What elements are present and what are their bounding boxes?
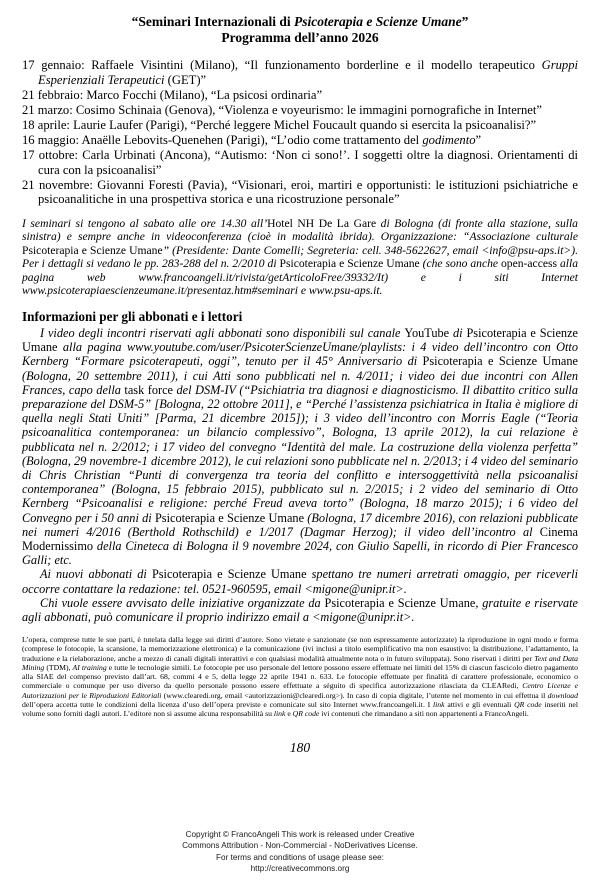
seminar-date: 21 novembre: bbox=[22, 177, 98, 192]
seminar-emphasis: godimento bbox=[422, 132, 476, 147]
list-item bbox=[22, 88, 578, 103]
fineprint-text-1: L’opera, comprese tutte le sue parti, è tutelata dalla legge sui diritti d’autore. Sono vietate e sanzionate (se non espressamente autorizzate) la riproduzione in ogni modo e forma (comprese le fotocopie, la scansione, la memorizzazione elettronica) e la comunicazione (ivi inclusi a titolo esemplificativo ma non esaustivo: la distribuzione, l’adattamento, la traduzione e la rielaborazione, anche a mezzo di canali digitali interattivi e con qualsiasi modalità attualmente nota o in futuro sviluppata). Sono riservati i diritti per bbox=[22, 635, 578, 663]
paragraph-videos bbox=[22, 326, 578, 567]
videos-journal-name-3: Psicoterapia e Scienze Umane bbox=[154, 510, 305, 525]
seminar-text: Carla Urbinati (Ancona), “Autismo: ‘Non ci sono!’. I soggetti oltre la diagnosi. Orientamenti di cura con la psicoanalisi” bbox=[38, 148, 579, 177]
list-item bbox=[22, 103, 578, 118]
title-prefix: “Seminari Internazionali di bbox=[131, 14, 295, 29]
seminar-tail: ” bbox=[475, 132, 482, 147]
footer-line-1: Copyright © FrancoAngeli This work is released under Creative bbox=[185, 830, 415, 840]
fineprint-clearedi-name: Centro Licenze e Autorizzazioni per le Riproduzioni Editoriali bbox=[22, 681, 579, 700]
seminar-text: Giovanni Foresti (Pavia), “Visionari, eroi, martiri e opportunisti: le istituzioni psichiatriche e psicoanalitiche in una prospettiva storica e una ricostruzione personale” bbox=[38, 177, 578, 207]
fineprint-qr-code-term-2: QR code bbox=[292, 709, 320, 719]
videos-journal-name-2: Psicoterapia e Scienze Umane bbox=[422, 354, 578, 369]
seminar-text: Anaëlle Lebovits-Quenehen (Parigi), “L’odio come trattamento del bbox=[81, 132, 423, 147]
footer-line-4: http://creativecommons.org bbox=[250, 863, 350, 873]
videos-part-3: alla pagina www.youtube.com/user/PsicoterScienzeUmane/playlists: i 4 video dell’incontro con Otto Kernberg “Formare psicoterapeuti, oggi”, tenuto per il 45° Anniversario di bbox=[22, 340, 578, 369]
venue-part-2: di Bologna (di fronte alla stazione, sulla sinistra) e sempre anche in videoconferenza (cioè in modalità ibrida). Organizzazione: “Associazione culturale bbox=[22, 216, 578, 244]
title-journal-name: Psicoterapia e Scienze Umane bbox=[294, 14, 462, 29]
page-number: 180 bbox=[289, 740, 311, 756]
venue-open-access: open-access bbox=[501, 257, 558, 271]
videos-cinema-name: Cinema Modernissimo bbox=[22, 524, 578, 554]
videos-part-5: del DSM-IV (“Psichiatria tra diagnosi e diagnosticismo. Il dibattito critico sulla preparazione del DSM-5” [Bologna, 22 ottobre 2011], e “Perché l’assistenza psichiatrica in Italia è migliore di quella negli Stati Uniti” [Parma, 21 dicembre 2015]); i 3 video dell’incontro con Morris Eagle (“Teoria psicoanalitica contemporanea: un bilancio complessivo”, Bologna, 13 aprile 2012), la cui relazione è pubblicata nel n. 2/2012; i 17 video del convegno “Identità del male. La costruzione della violenza perfetta” (Bologna, 29 novembre-1 dicembre 2012), le cui relazioni sono pubblicate nel n. 2/2013; i 4 video del seminario di Chris Christian “Punti di convergenza tra teoria del conflitto e intersoggettività nella psicoanalisi contemporanea” (Bologna, 15 febbraio 2015), pubblicato sul n. 2/2015; i 2 video del seminario di Otto Kernberg “Psicoanalisi e religione: perché Freud aveva torto” (Bologna, 18 marzo 2015); i 6 video del Convegno per i 50 anni di bbox=[22, 382, 578, 525]
title-suffix: ” bbox=[461, 14, 469, 29]
section-heading-informazioni: Informazioni per gli abbonati e i lettori bbox=[22, 308, 243, 324]
fineprint-ai-training-term: AI training bbox=[72, 662, 107, 672]
videos-part-7: della Cineteca di Bologna il 9 novembre 2024, con Giulio Sapelli, in ricordo di Pier Francesco Galli; etc. bbox=[22, 539, 578, 568]
license-footer bbox=[0, 829, 600, 874]
list-item bbox=[22, 178, 578, 207]
list-item bbox=[22, 118, 578, 133]
page-title bbox=[22, 0, 578, 46]
videos-part-1: I video degli incontri riservati agli abbonati sono disponibili sul canale bbox=[40, 325, 405, 340]
footer-line-2: Commons Attribution - Non-Commercial - NoDerivatives License. bbox=[182, 841, 418, 851]
seminar-date: 21 febbraio: bbox=[22, 87, 87, 102]
seminar-text: Laurie Laufer (Parigi), “Perché leggere Michel Foucault quando si esercita la psicoanalisi?” bbox=[73, 117, 537, 132]
fineprint-link-term-2: link bbox=[273, 709, 286, 719]
videos-part-6: (Bologna, 17 dicembre 2016), con relazioni pubblicate nei numeri 4/2016 (Berthold Rothschild) e 1/2017 (Dagmar Herzog); il video dell’incontro al bbox=[22, 510, 578, 539]
videos-youtube: YouTube bbox=[404, 325, 450, 340]
list-item bbox=[22, 58, 578, 87]
seminar-date: 17 gennaio: bbox=[22, 58, 92, 72]
seminar-date: 16 maggio: bbox=[22, 132, 82, 147]
subscribers-part-2: spettano tre numeri arretrati omaggio, per riceverli occorre contattare la redazione: tel. 0521-960595, email <migone@unipr.it>. bbox=[22, 567, 578, 596]
videos-part-2: di bbox=[449, 325, 467, 340]
venue-part-4: (che sono anche bbox=[419, 257, 501, 271]
title-line-2: Programma dell’anno 2026 bbox=[221, 30, 379, 45]
list-item bbox=[22, 133, 578, 148]
venue-hotel-name: Hotel NH De La Gare bbox=[267, 216, 377, 230]
seminar-date: 18 aprile: bbox=[22, 117, 74, 132]
fineprint-tdm-term: Text and Data Mining bbox=[22, 653, 578, 672]
footer-line-3: For terms and conditions of usage please see: bbox=[216, 852, 384, 862]
seminar-date: 17 ottobre: bbox=[22, 148, 83, 163]
fineprint-text-2: (TDM), bbox=[44, 662, 73, 672]
seminar-list bbox=[22, 58, 578, 207]
paragraph-notices bbox=[22, 596, 578, 624]
fineprint-text-7: inseriti nel volume sono forniti dagli autori. L’editore non si assume alcuna responsabilità su bbox=[22, 699, 578, 719]
videos-part-4: (Bologna, 20 settembre 2011), i cui Atti sono pubblicati nel n. 4/2011; i video dei due incontri con Allen Frances, capo della bbox=[22, 368, 578, 397]
fineprint-text-4: (www.clearedi.org, email <autorizzazioni@clearedi.org>). In caso di copia digitale, l’utente nel momento in cui effettua il bbox=[161, 690, 548, 700]
fineprint-text-8: e bbox=[285, 709, 293, 719]
notices-part-1: Chi vuole essere avvisato delle iniziative organizzate da bbox=[40, 595, 325, 610]
videos-journal-name: Psicoterapia e Scienze Umane bbox=[22, 325, 578, 355]
subscribers-part-1: Ai nuovi abbonati di bbox=[40, 567, 152, 582]
venue-journal-name: Psicoterapia e Scienze Umane bbox=[22, 243, 163, 257]
venue-part-1: I seminari si tengono al sabato alle ore 14.30 all’ bbox=[22, 216, 268, 230]
fineprint-text-6: attivi e gli eventuali bbox=[444, 699, 515, 709]
notices-part-2: , gratuite e riservate agli abbonati, può comunicare il proprio indirizzo email a <migone@unipr.it>. bbox=[22, 595, 578, 625]
seminar-tail: (GET)” bbox=[164, 72, 207, 87]
venue-journal-name-2: Psicoterapia e Scienze Umane bbox=[279, 257, 420, 271]
subscribers-journal-name: Psicoterapia e Scienze Umane bbox=[151, 567, 307, 582]
seminar-text: Cosimo Schinaia (Genova), “Violenza e voyeurismo: le immagini pornografiche in Internet” bbox=[75, 102, 542, 117]
copyright-fineprint bbox=[22, 635, 578, 718]
title-line-1 bbox=[22, 14, 578, 30]
seminar-date: 21 marzo: bbox=[22, 102, 76, 117]
fineprint-link-term: link bbox=[433, 699, 445, 709]
notices-journal-name: Psicoterapia e Scienze Umane bbox=[324, 595, 476, 610]
venue-part-5: alla pagina web www.francoangeli.it/rivista/getArticoloFree/39332/It) e i siti Internet www.psicoterapiaescienzeumane.it/presentaz.htm#seminari e www.psu-aps.it. bbox=[22, 257, 578, 297]
paragraph-new-subscribers bbox=[22, 567, 578, 595]
seminar-text: Marco Focchi (Milano), “La psicosi ordinaria” bbox=[86, 87, 323, 102]
seminar-text: Raffaele Visintini (Milano), “Il funzionamento borderline e il modello terapeutico bbox=[91, 58, 542, 72]
fineprint-text-5: dell’opera accetta tutte le condizioni della licenza d’uso dell’opera previste e comunicate sul sito Internet www.francoangeli.it. I bbox=[22, 699, 434, 709]
fineprint-download-term: download bbox=[547, 690, 578, 700]
fineprint-qr-code-term: QR code bbox=[514, 699, 542, 709]
venue-part-3: ” (Presidente: Dante Comelli; Segreteria: cell. 348-5622627, email <info@psu-aps.it>). Per i dettagli si vedano le pp. 283-288 del n. 2/2010 di bbox=[22, 243, 579, 271]
videos-task-force: task force bbox=[124, 382, 174, 397]
seminar-emphasis: Gruppi Esperienziali Terapeutici bbox=[38, 58, 578, 87]
fineprint-text-9: ivi contenuti che rimandano a siti non appartenenti a FrancoAngeli. bbox=[319, 709, 529, 719]
venue-note bbox=[22, 217, 578, 297]
list-item bbox=[22, 148, 578, 177]
fineprint-text-3: e tutte le tecnologie simili. Le fotocopie per uso personale del lettore possono essere effettuate nei limiti del 15% di ciascun fascicolo dietro pagamento alla SIAE del compenso previsto dall’art. 68, commi 4 e 5, della legge 22 aprile 1941 n. 633. Le fotocopie effettuate per finalità di carattere professionale, economico o commerciale o comunque per uso diverso da quello personale possono essere effettuate a séguito di specifica autorizzazione rilasciata da CLEARedi, bbox=[22, 662, 579, 691]
